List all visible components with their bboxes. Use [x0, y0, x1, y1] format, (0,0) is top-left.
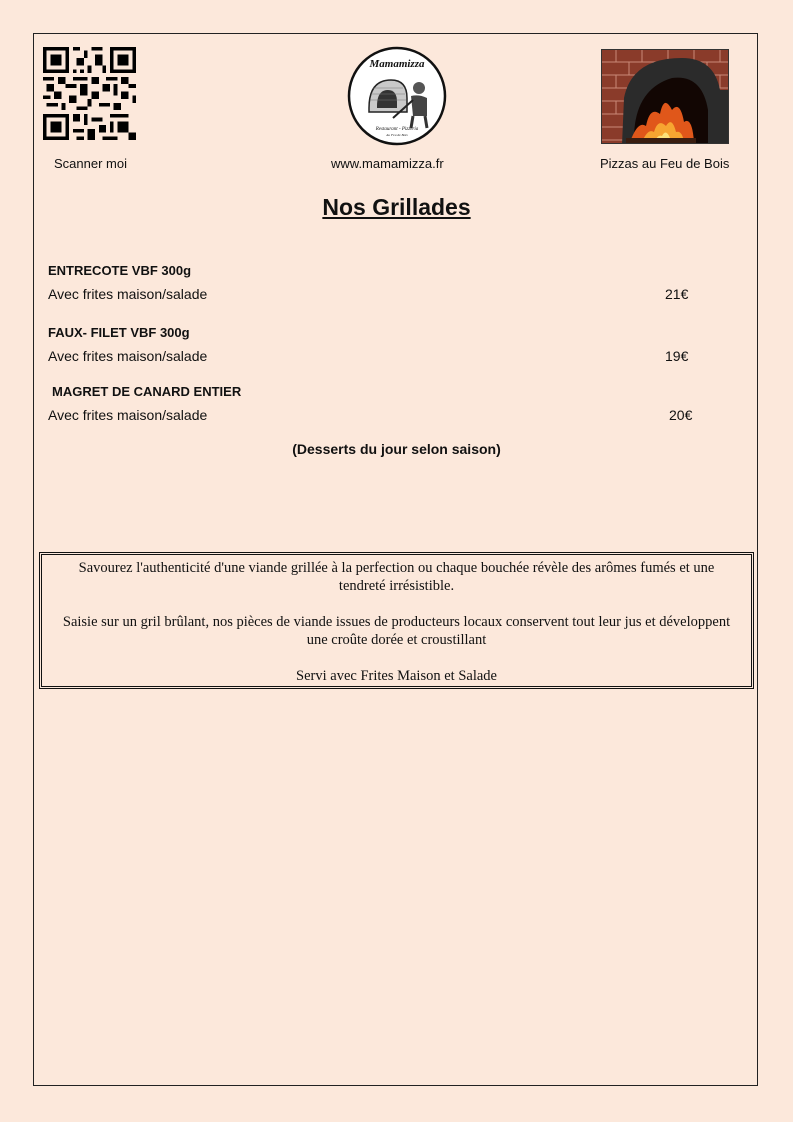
desserts-note: (Desserts du jour selon saison): [292, 441, 501, 457]
menu-item-name: FAUX- FILET VBF 300g: [48, 325, 190, 340]
logo-tagline: Restaurant - Pizzeria: [375, 127, 419, 132]
page-title: Nos Grillades: [322, 194, 471, 220]
description-paragraph: Saisie sur un gril brûlant, nos pièces de viande issues de producteurs locaux conservent tout leur jus et développent une croûte dorée et croustillant: [62, 614, 731, 648]
website-link[interactable]: www.mamamizza.fr: [331, 156, 444, 171]
qr-code-icon[interactable]: [43, 46, 136, 141]
oven-caption: Pizzas au Feu de Bois: [600, 156, 730, 171]
wood-oven-photo: [601, 49, 729, 144]
restaurant-logo: [347, 46, 447, 146]
menu-item-description: Avec frites maison/salade: [48, 286, 208, 302]
logo-brand: Mamamizza: [369, 58, 425, 70]
logo-subtag: Au Feu de Bois: [386, 133, 408, 137]
menu-item-price: 20€: [669, 407, 693, 423]
menu-item-description: Avec frites maison/salade: [48, 348, 208, 364]
menu-item-name: ENTRECOTE VBF 300g: [48, 263, 192, 278]
menu-item-description: Avec frites maison/salade: [48, 407, 208, 423]
menu-item-price: 19€: [665, 348, 689, 364]
description-paragraph: Servi avec Frites Maison et Salade: [296, 668, 497, 684]
qr-caption: Scanner moi: [54, 156, 127, 171]
menu-item-price: 21€: [665, 286, 689, 302]
description-paragraph: Savourez l'authenticité d'une viande grillée à la perfection ou chaque bouchée révèle des arômes fumés et une tendreté irrésistible.: [78, 560, 715, 594]
menu-item-name: MAGRET DE CANARD ENTIER: [52, 384, 242, 399]
description-box: [39, 552, 754, 689]
